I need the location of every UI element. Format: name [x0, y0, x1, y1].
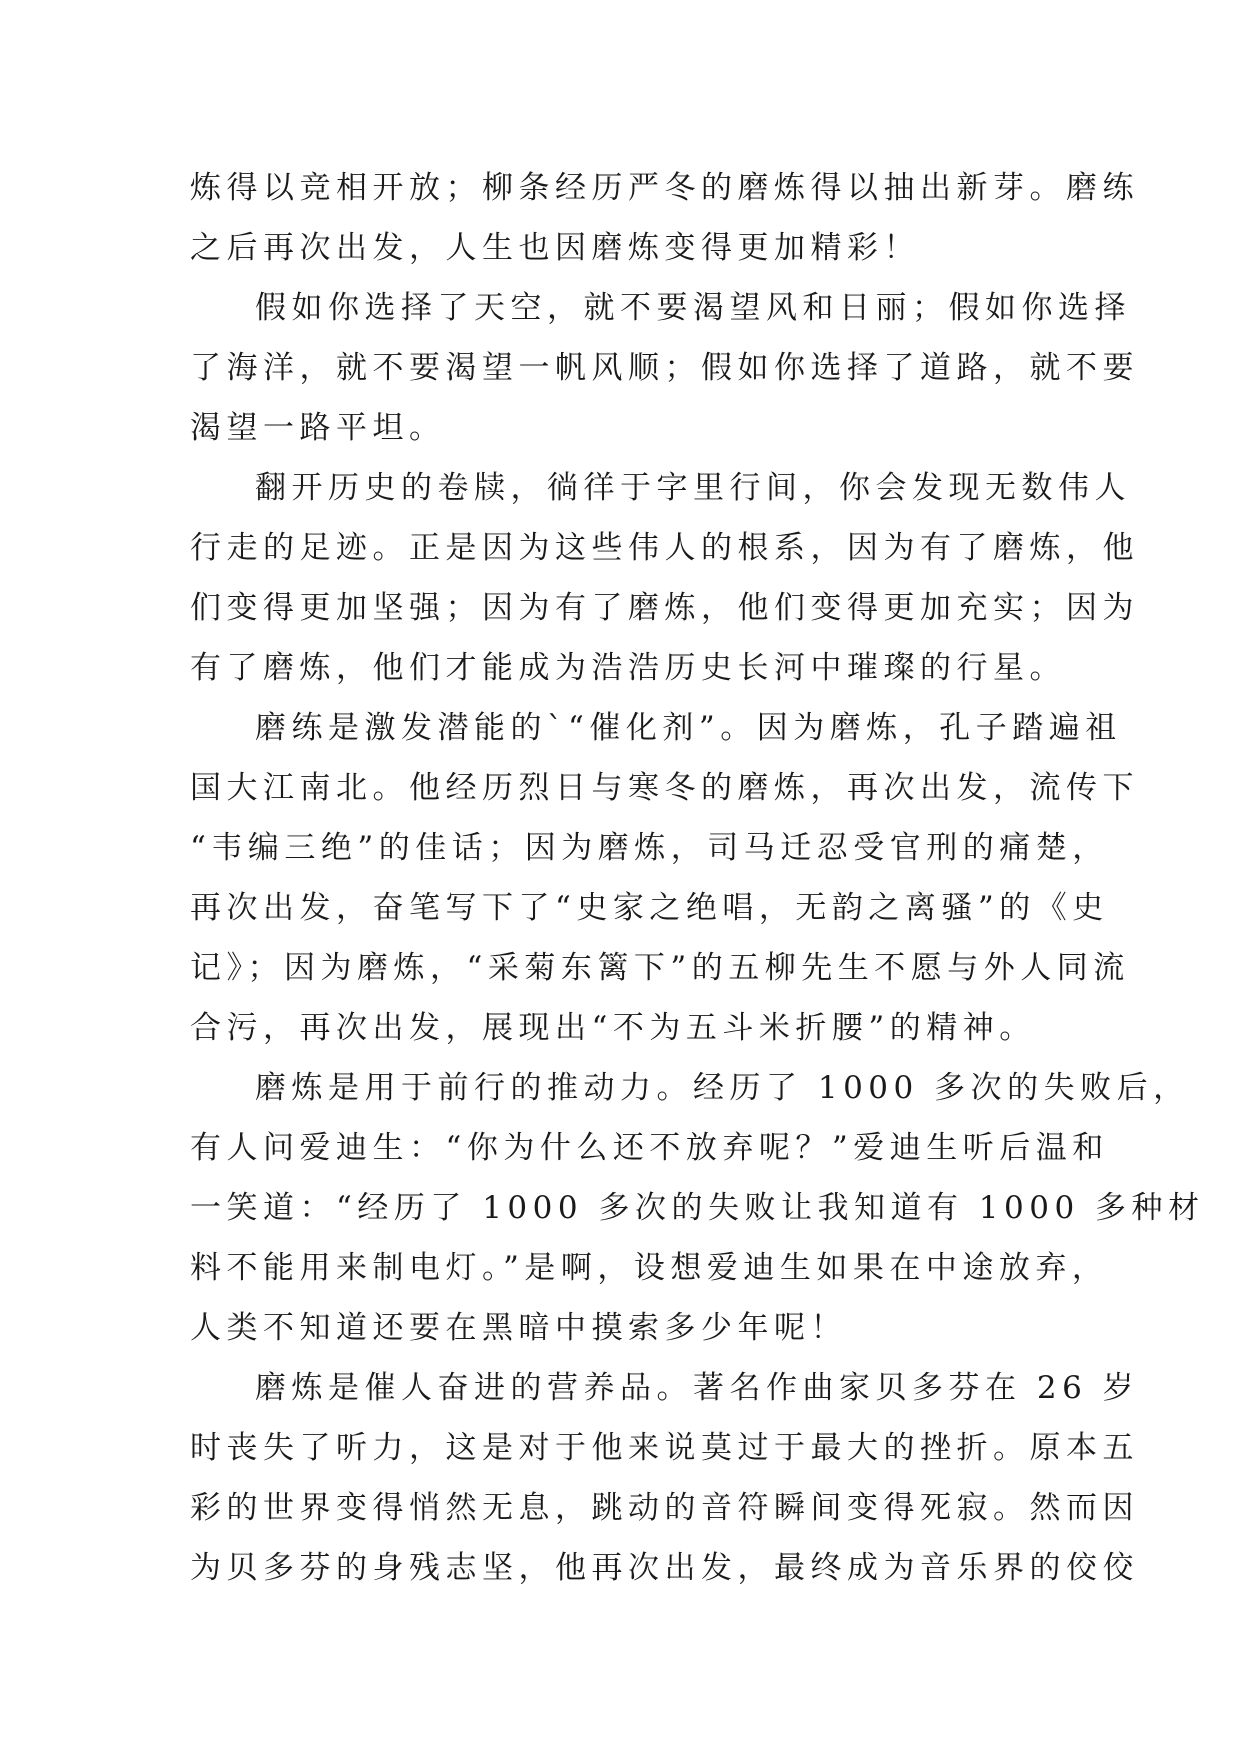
- text-line: 料不能用来制电灯。”是啊，设想爱迪生如果在中途放弃，: [190, 1250, 1109, 1286]
- text-line: 了海洋，就不要渴望一帆风顺；假如你选择了道路，就不要: [190, 350, 1139, 386]
- text-line: 彩的世界变得悄然无息，跳动的音符瞬间变得死寂。然而因: [190, 1490, 1139, 1526]
- text-line: 行走的足迹。正是因为这些伟人的根系，因为有了磨炼，他: [190, 530, 1139, 566]
- text-line: 炼得以竞相开放；柳条经历严冬的磨炼得以抽出新芽。磨练: [190, 170, 1139, 206]
- paragraph-first-line: 磨炼是用于前行的推动力。经历了 1000 多次的失败后，: [255, 1070, 1190, 1106]
- text-line: 之后再次出发，人生也因磨炼变得更加精彩！: [190, 230, 920, 266]
- paragraph-first-line: 磨练是激发潜能的`“催化剂”。因为磨炼，孔子踏遍祖: [255, 710, 1122, 746]
- text-line: 有人问爱迪生：“你为什么还不放弃呢？”爱迪生听后温和: [190, 1130, 1109, 1166]
- text-line: 有了磨炼，他们才能成为浩浩历史长河中璀璨的行星。: [190, 650, 1066, 686]
- text-line: 时丧失了听力，这是对于他来说莫过于最大的挫折。原本五: [190, 1430, 1139, 1466]
- text-line: 一笑道：“经历了 1000 多次的失败让我知道有 1000 多种材: [190, 1190, 1205, 1226]
- text-line: 合污，再次出发，展现出“不为五斗米折腰”的精神。: [190, 1010, 1036, 1046]
- text-line: 国大江南北。他经历烈日与寒冬的磨炼，再次出发，流传下: [190, 770, 1139, 806]
- paragraph-first-line: 磨炼是催人奋进的营养品。著名作曲家贝多芬在 26 岁: [255, 1370, 1140, 1406]
- paragraph-first-line: 翻开历史的卷牍，徜徉于字里行间，你会发现无数伟人: [255, 470, 1131, 506]
- paragraph-first-line: 假如你选择了天空，就不要渴望风和日丽；假如你选择: [255, 290, 1131, 326]
- text-line: 记》；因为磨炼，“采菊东篱下”的五柳先生不愿与外人同流: [190, 950, 1130, 986]
- text-line: 为贝多芬的身残志坚，他再次出发，最终成为音乐界的佼佼: [190, 1550, 1139, 1586]
- text-line: 再次出发，奋笔写下了“史家之绝唱，无韵之离骚”的《史: [190, 890, 1109, 926]
- text-line: “韦编三绝”的佳话；因为磨炼，司马迁忍受官刑的痛楚，: [190, 830, 1109, 866]
- text-line: 渴望一路平坦。: [190, 410, 446, 446]
- text-line: 人类不知道还要在黑暗中摸索多少年呢！: [190, 1310, 847, 1346]
- document-body: [190, 158, 1205, 1598]
- text-line: 们变得更加坚强；因为有了磨炼，他们变得更加充实；因为: [190, 590, 1139, 626]
